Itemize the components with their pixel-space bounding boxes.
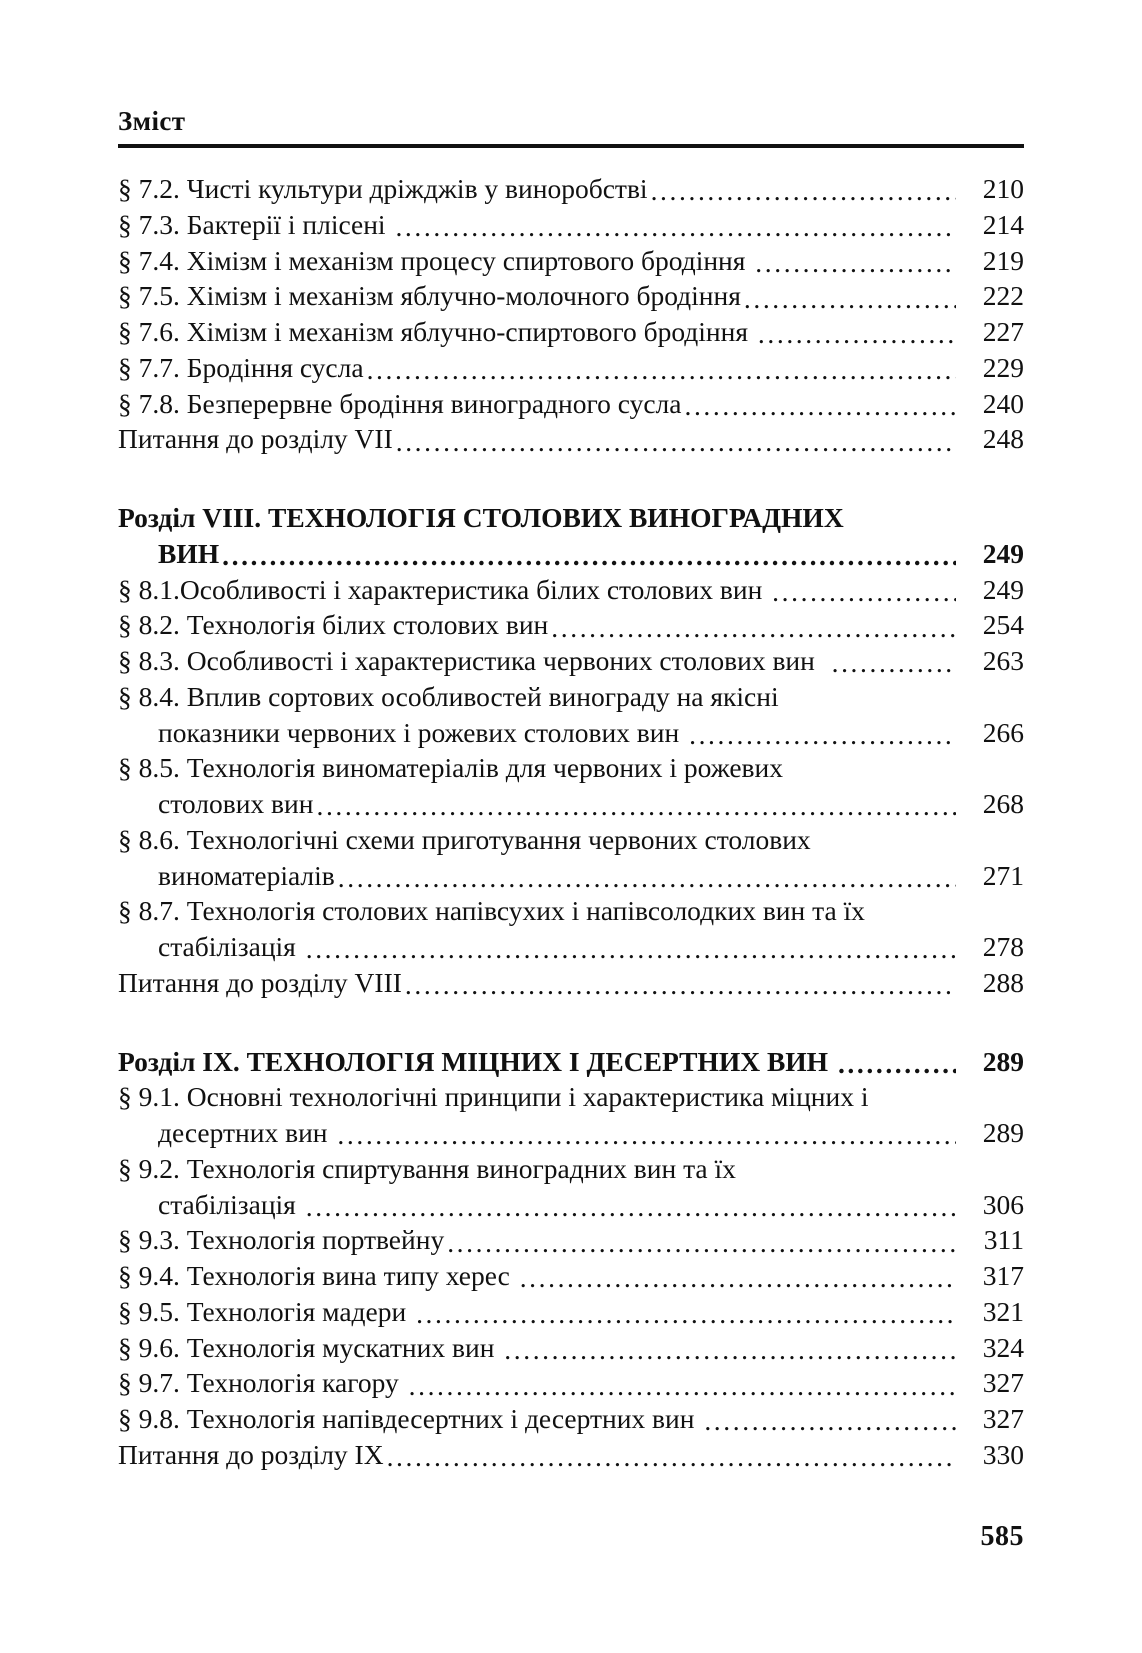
toc-entry-title: § 7.5. Хімізм і механізм яблучно-молочного бродіння — [118, 280, 741, 312]
toc-entry-page: 219 — [982, 244, 1024, 276]
dot-leader — [758, 320, 956, 348]
dot-leader — [551, 614, 956, 642]
toc-entry-line[interactable] — [118, 1079, 1024, 1115]
toc-entry-page: 321 — [982, 1295, 1024, 1327]
toc-entry-page: 317 — [982, 1260, 1024, 1291]
dot-leader — [338, 864, 956, 892]
dot-leader — [704, 1407, 956, 1435]
toc-entry[interactable] — [118, 1294, 1024, 1330]
toc-entry-title: Розділ IX. ТЕХНОЛОГІЯ МІЦНИХ І ДЕСЕРТНИХ ВИН — [118, 1045, 835, 1077]
toc-entry-page: 248 — [982, 423, 1024, 455]
chapter-heading[interactable] — [118, 1044, 1024, 1080]
dot-leader — [395, 213, 956, 241]
toc-entry[interactable] — [118, 421, 1024, 457]
toc-entry-title: Розділ VIII. ТЕХНОЛОГІЯ СТОЛОВИХ ВИНОГРАДНИХ — [118, 502, 844, 533]
toc-entry-line[interactable] — [118, 679, 1024, 715]
toc-entry[interactable] — [118, 1115, 1024, 1151]
toc-entry-title: § 8.1.Особливості і характеристика білих столових вин — [118, 573, 770, 605]
toc-entry[interactable] — [118, 350, 1024, 386]
toc-entry-title: § 9.2. Технологія спиртування виноградних вин та їх — [118, 1152, 736, 1184]
toc-entry[interactable] — [118, 607, 1024, 643]
dot-leader — [447, 1229, 956, 1257]
toc-entry-line[interactable] — [118, 893, 1024, 929]
toc-entry-title: стабілізація — [158, 1188, 303, 1220]
toc-entry-page: 210 — [982, 173, 1024, 204]
dot-leader — [409, 1372, 956, 1400]
toc-entry[interactable] — [118, 1330, 1024, 1366]
toc-entry-page: 289 — [982, 1045, 1024, 1077]
dot-leader — [367, 356, 956, 384]
toc-entry-title: § 8.6. Технологічні схеми приготування червоних столових — [118, 823, 811, 855]
toc-entry-page: 249 — [982, 573, 1024, 605]
toc-entry-title: Питання до розділу IX — [118, 1438, 384, 1470]
table-of-contents — [118, 171, 1024, 1473]
toc-entry-page: 214 — [982, 208, 1024, 240]
dot-leader — [222, 542, 956, 570]
toc-entry-page: 311 — [983, 1224, 1024, 1256]
toc-entry-title: § 8.2. Технологія білих столових вин — [118, 609, 549, 641]
toc-entry[interactable] — [118, 643, 1024, 679]
toc-entry-title: § 7.6. Хімізм і механізм яблучно-спиртового бродіння — [118, 316, 755, 347]
toc-entry[interactable] — [118, 1187, 1024, 1223]
toc-entry-page: 229 — [982, 351, 1024, 383]
toc-entry[interactable] — [118, 858, 1024, 894]
dot-leader — [396, 428, 956, 456]
toc-entry[interactable] — [118, 1258, 1024, 1294]
dot-leader — [316, 792, 956, 820]
toc-entry[interactable] — [118, 929, 1024, 965]
page-folio: 585 — [980, 1521, 1024, 1552]
toc-entry-title: § 9.7. Технологія кагору — [118, 1367, 406, 1399]
toc-entry-page: 327 — [982, 1403, 1024, 1434]
toc-entry-line[interactable] — [118, 822, 1024, 858]
dot-leader — [405, 971, 956, 999]
chapter-heading[interactable] — [118, 536, 1024, 572]
toc-entry[interactable] — [118, 1401, 1024, 1437]
toc-entry[interactable] — [118, 207, 1024, 243]
toc-entry-page: 327 — [982, 1367, 1024, 1399]
dot-leader — [520, 1264, 956, 1292]
dot-leader — [832, 649, 956, 677]
toc-entry-title: столових вин — [158, 788, 314, 819]
toc-entry-title: стабілізація — [158, 931, 303, 962]
toc-entry-title: § 9.6. Технологія мускатних вин — [118, 1331, 502, 1363]
dot-leader — [684, 392, 956, 420]
toc-entry-title: Питання до розділу VII — [118, 423, 393, 455]
dot-leader — [838, 1050, 956, 1078]
toc-entry[interactable] — [118, 314, 1024, 350]
toc-entry-page: 266 — [982, 716, 1024, 748]
section-spacer — [118, 457, 1024, 500]
dot-leader — [337, 1121, 956, 1149]
toc-entry-title: § 8.7. Технологія столових напівсухих і напівсолодких вин та їх — [118, 895, 865, 927]
dot-leader — [306, 935, 956, 963]
toc-entry-page: 249 — [982, 537, 1024, 569]
toc-entry-title: § 8.5. Технологія виноматеріалів для червоних і рожевих — [118, 752, 784, 784]
dot-leader — [651, 177, 956, 205]
toc-entry-page: 306 — [982, 1188, 1024, 1220]
toc-entry[interactable] — [118, 1222, 1024, 1258]
toc-entry[interactable] — [118, 1437, 1024, 1473]
dot-leader — [504, 1336, 956, 1364]
toc-entry[interactable] — [118, 171, 1024, 207]
dot-leader — [416, 1300, 956, 1328]
toc-entry-title: § 9.5. Технологія мадери — [118, 1295, 414, 1327]
toc-entry-page: 288 — [982, 966, 1024, 998]
toc-entry-title: § 7.3. Бактерії і плісені — [118, 208, 393, 240]
toc-entry-title: § 7.4. Хімізм і механізм процесу спиртового бродіння — [118, 244, 753, 276]
toc-entry-page: 222 — [982, 280, 1024, 312]
toc-entry-title: § 8.4. Вплив сортових особливостей винограду на якісні — [118, 680, 779, 712]
header-divider — [118, 144, 1024, 148]
dot-leader — [744, 285, 956, 313]
toc-entry-page: 271 — [982, 859, 1024, 891]
toc-entry[interactable] — [118, 572, 1024, 608]
toc-entry[interactable] — [118, 386, 1024, 422]
dot-leader — [306, 1193, 956, 1221]
dot-leader — [689, 721, 956, 749]
toc-entry-line[interactable] — [118, 1151, 1024, 1187]
dot-leader — [772, 578, 956, 606]
toc-entry-title: § 7.7. Бродіння сусла — [118, 351, 364, 383]
toc-entry-title: § 7.8. Безперервне бродіння виноградного сусла — [118, 387, 682, 419]
toc-entry[interactable] — [118, 1365, 1024, 1401]
dot-leader — [755, 249, 956, 277]
toc-entry[interactable] — [118, 965, 1024, 1001]
toc-entry-title: виноматеріалів — [158, 859, 335, 891]
toc-entry-title: Питання до розділу VIII — [118, 966, 402, 998]
toc-entry-title: показники червоних і рожевих столових вин — [158, 716, 687, 748]
toc-entry-title: § 9.3. Технологія портвейну — [118, 1224, 445, 1256]
chapter-heading-line[interactable] — [118, 500, 1024, 536]
section-spacer — [118, 1001, 1024, 1044]
toc-entry-page: 263 — [982, 645, 1024, 676]
toc-entry-page: 268 — [982, 788, 1024, 819]
toc-entry-page: 227 — [982, 316, 1024, 347]
toc-entry-page: 330 — [982, 1438, 1024, 1470]
toc-entry[interactable] — [118, 786, 1024, 822]
toc-entry-title: § 9.4. Технологія вина типу херес — [118, 1260, 517, 1291]
toc-entry[interactable] — [118, 715, 1024, 751]
toc-entry-title: § 8.3. Особливості і характеристика червоних столових вин — [118, 645, 829, 676]
toc-entry-page: 278 — [982, 931, 1024, 962]
toc-entry-page: 289 — [982, 1117, 1024, 1148]
running-head: Зміст — [118, 106, 186, 136]
toc-entry[interactable] — [118, 278, 1024, 314]
toc-entry-title: ВИН — [158, 537, 220, 569]
toc-entry-title: § 7.2. Чисті культури дріжджів у виноробстві — [118, 173, 648, 204]
toc-entry-title: § 9.1. Основні технологічні принципи і характеристика міцних і — [118, 1081, 869, 1113]
toc-entry-page: 240 — [982, 387, 1024, 419]
toc-entry-page: 324 — [982, 1331, 1024, 1363]
toc-entry-page: 254 — [982, 609, 1024, 641]
toc-entry-title: § 9.8. Технологія напівдесертних і десертних вин — [118, 1403, 702, 1434]
dot-leader — [387, 1443, 956, 1471]
toc-entry[interactable] — [118, 243, 1024, 279]
toc-entry-line[interactable] — [118, 750, 1024, 786]
toc-entry-title: десертних вин — [158, 1117, 335, 1148]
